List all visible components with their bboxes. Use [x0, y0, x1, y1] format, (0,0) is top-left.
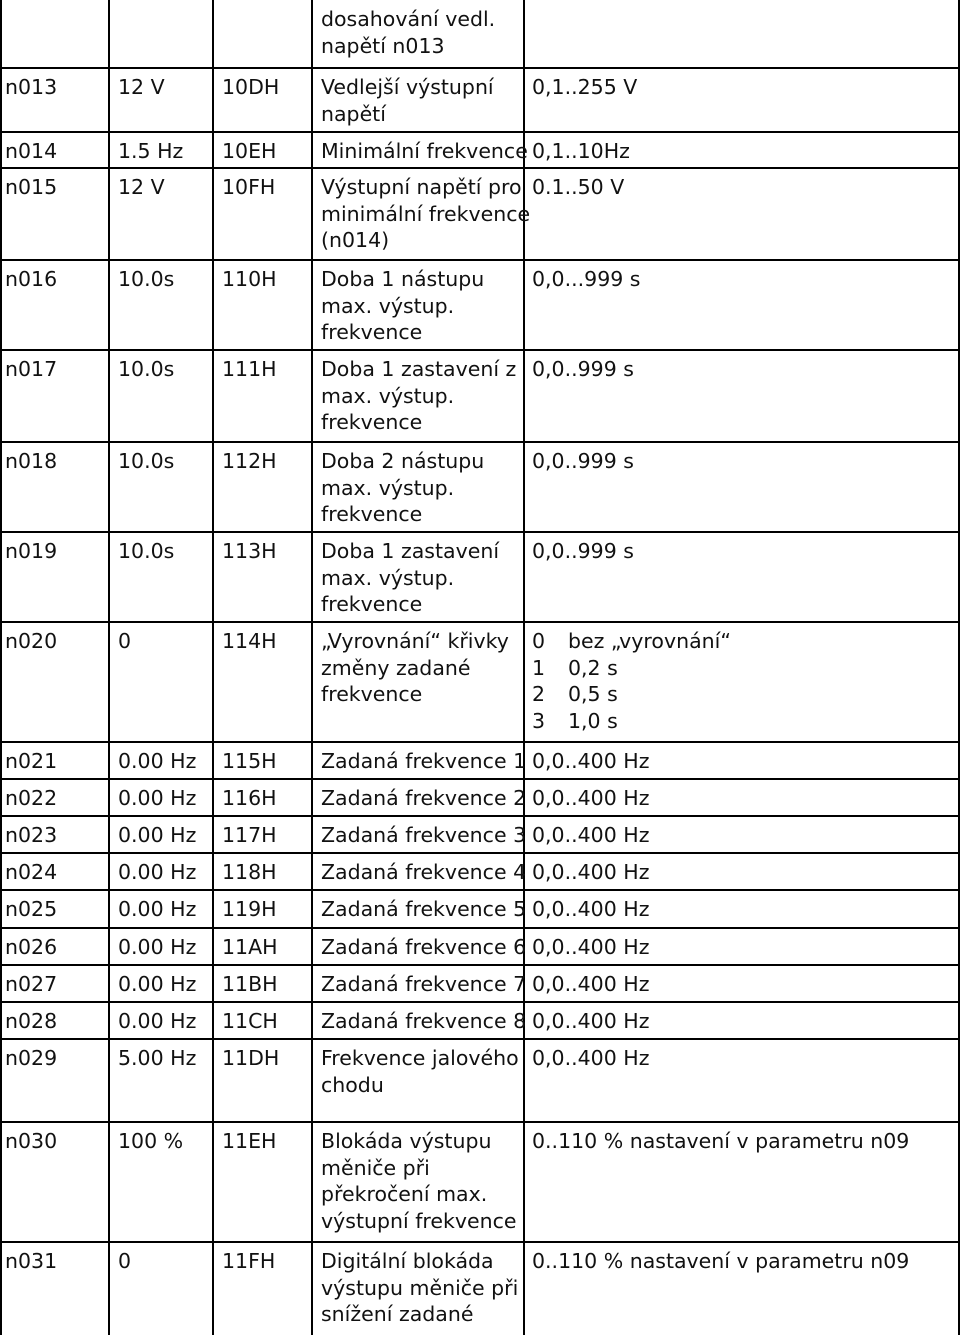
address-cell: 118H	[222, 860, 277, 884]
description-line: minimální frekvence	[321, 201, 531, 226]
description-line: frekvence	[321, 502, 423, 526]
range-cell	[532, 538, 634, 565]
description-cell	[321, 971, 526, 998]
table-row-divider	[0, 741, 960, 743]
range-line: 0,1..255 V	[532, 75, 638, 99]
range-cell	[532, 822, 649, 849]
description-line: napětí n013	[321, 33, 445, 58]
address-cell: 11DH	[222, 1046, 280, 1070]
range-line: 0,0..999 s	[532, 539, 634, 563]
param-code-cell: n025	[5, 897, 58, 921]
table-row-divider	[0, 349, 960, 351]
description-cell	[321, 138, 528, 165]
range-cell	[532, 1008, 649, 1035]
default-value-cell: 10.0s	[118, 449, 175, 473]
description-line: Zadaná frekvence 8	[321, 1009, 527, 1033]
param-code-cell: n022	[5, 786, 58, 810]
description-line: výstupní frekvence	[321, 1208, 517, 1233]
range-cell	[532, 859, 649, 886]
table-row-divider	[0, 259, 960, 261]
description-line: Vedlejší výstupní	[321, 75, 494, 99]
range-cell	[532, 896, 649, 923]
table-column-border	[212, 0, 214, 1335]
table-row-divider	[0, 889, 960, 891]
range-cell	[532, 785, 649, 812]
default-value-cell: 0.00 Hz	[118, 860, 197, 884]
default-value-cell: 0.00 Hz	[118, 786, 197, 810]
option-text: 0,5 s	[568, 682, 618, 706]
param-code-cell: n014	[5, 139, 58, 163]
description-cell	[321, 1045, 519, 1098]
description-line: Zadaná frekvence 3	[321, 823, 527, 847]
address-cell: 112H	[222, 449, 277, 473]
description-line: Digitální blokáda	[321, 1249, 494, 1273]
description-line: Minimální frekvence	[321, 139, 528, 163]
range-cell	[532, 174, 624, 201]
table-row-divider	[0, 441, 960, 443]
address-cell: 11CH	[222, 1009, 278, 1033]
range-cell	[532, 356, 634, 383]
range-line: 0,0..400 Hz	[532, 823, 650, 847]
table-row-divider	[0, 815, 960, 817]
description-cell	[321, 174, 530, 254]
description-line: Zadaná frekvence 5	[321, 897, 527, 921]
description-line: Doba 1 zastavení z	[321, 357, 517, 381]
description-line: max. výstup.	[321, 293, 455, 318]
address-cell: 10FH	[222, 175, 276, 199]
description-cell	[321, 74, 494, 127]
default-value-cell: 0.00 Hz	[118, 823, 197, 847]
param-code-cell: n013	[5, 75, 58, 99]
description-cell	[321, 822, 526, 849]
default-value-cell: 100 %	[118, 1129, 184, 1153]
range-line: 0,0..400 Hz	[532, 860, 650, 884]
option-line	[532, 628, 731, 655]
description-line: Zadaná frekvence 1	[321, 749, 527, 773]
description-line: Zadaná frekvence 6	[321, 935, 527, 959]
address-cell: 10EH	[222, 139, 277, 163]
option-number: 0	[532, 629, 546, 653]
param-code-cell: n024	[5, 860, 58, 884]
description-cell	[321, 628, 509, 708]
table-column-border	[108, 0, 110, 1335]
table-column-border	[311, 0, 313, 1335]
param-code-cell: n015	[5, 175, 58, 199]
description-line: snížení zadané	[321, 1302, 474, 1326]
description-line: výstupu měniče při	[321, 1275, 519, 1300]
address-cell: 110H	[222, 267, 277, 291]
table-row-divider	[0, 621, 960, 623]
description-line: Výstupní napětí pro	[321, 175, 522, 199]
table-row-divider	[0, 1241, 960, 1243]
description-line: Zadaná frekvence 7	[321, 972, 527, 996]
description-cell	[321, 6, 495, 59]
address-cell: 111H	[222, 357, 277, 381]
range-line: 0,0..400 Hz	[532, 1009, 650, 1033]
description-line: Frekvence jalového	[321, 1046, 519, 1070]
table-column-border	[0, 0, 2, 1335]
description-line: Doba 1 nástupu	[321, 267, 485, 291]
description-cell	[321, 1008, 526, 1035]
description-cell	[321, 538, 499, 618]
description-line: frekvence	[321, 592, 423, 616]
description-cell	[321, 448, 484, 528]
address-cell: 115H	[222, 749, 277, 773]
description-line: „Vyrovnání“ křivky	[321, 629, 509, 653]
default-value-cell: 0.00 Hz	[118, 897, 197, 921]
table-row-divider	[0, 778, 960, 780]
param-code-cell: n026	[5, 935, 58, 959]
range-line: 0,0...999 s	[532, 267, 641, 291]
description-line: chodu	[321, 1072, 384, 1097]
range-line: 0..110 % nastavení v parametru n09	[532, 1129, 910, 1153]
range-line: 0..110 % nastavení v parametru n09	[532, 1249, 910, 1273]
description-line: měniče při	[321, 1155, 430, 1180]
param-code-cell: n021	[5, 749, 58, 773]
default-value-cell: 0.00 Hz	[118, 749, 197, 773]
range-cell	[532, 1248, 909, 1275]
description-line: max. výstup.	[321, 475, 455, 500]
range-line: 0,0..400 Hz	[532, 897, 650, 921]
description-line: max. výstup.	[321, 565, 455, 590]
default-value-cell: 10.0s	[118, 267, 175, 291]
description-line: frekvence	[321, 682, 423, 706]
option-text: bez „vyrovnání“	[568, 629, 731, 653]
range-cell	[532, 934, 649, 961]
default-value-cell: 0	[118, 629, 132, 653]
param-code-cell: n031	[5, 1249, 58, 1273]
table-row-divider	[0, 1001, 960, 1003]
description-line: napětí	[321, 101, 386, 126]
range-line: 0.1..50 V	[532, 175, 625, 199]
address-cell: 114H	[222, 629, 277, 653]
description-line: Blokáda výstupu	[321, 1129, 492, 1153]
table-row-divider	[0, 167, 960, 169]
description-line: Zadaná frekvence 4	[321, 860, 527, 884]
description-line: Doba 1 zastavení	[321, 539, 500, 563]
description-cell	[321, 356, 516, 436]
param-code-cell: n018	[5, 449, 58, 473]
range-line: 0,0..999 s	[532, 449, 634, 473]
address-cell: 10DH	[222, 75, 280, 99]
range-cell	[532, 138, 630, 165]
description-line: frekvence	[321, 410, 423, 434]
description-line: překročení max.	[321, 1182, 488, 1206]
table-row-divider	[0, 1038, 960, 1040]
table-row-divider	[0, 927, 960, 929]
option-line	[532, 655, 731, 682]
table-row-divider	[0, 964, 960, 966]
description-cell	[321, 1128, 517, 1234]
range-cell	[532, 628, 731, 734]
default-value-cell: 0.00 Hz	[118, 935, 197, 959]
range-cell	[532, 1045, 649, 1072]
description-line: (n014)	[321, 228, 390, 252]
default-value-cell: 12 V	[118, 175, 165, 199]
param-code-cell: n028	[5, 1009, 58, 1033]
range-line: 0,0..999 s	[532, 357, 634, 381]
address-cell: 117H	[222, 823, 277, 847]
range-line: 0,0..400 Hz	[532, 935, 650, 959]
range-line: 0,0..400 Hz	[532, 786, 650, 810]
description-cell	[321, 266, 484, 346]
param-code-cell: n030	[5, 1129, 58, 1153]
address-cell: 11EH	[222, 1129, 277, 1153]
range-line: 0,0..400 Hz	[532, 972, 650, 996]
default-value-cell: 1.5 Hz	[118, 139, 184, 163]
description-cell	[321, 748, 526, 775]
range-cell	[532, 1128, 909, 1155]
range-line: 0,0..400 Hz	[532, 749, 650, 773]
description-cell	[321, 896, 526, 923]
table-row-divider	[0, 67, 960, 69]
param-code-cell: n017	[5, 357, 58, 381]
option-text: 0,2 s	[568, 655, 618, 680]
table-row-divider	[0, 1121, 960, 1123]
range-cell	[532, 448, 634, 475]
param-code-cell: n016	[5, 267, 58, 291]
address-cell: 116H	[222, 786, 277, 810]
default-value-cell: 10.0s	[118, 357, 175, 381]
address-cell: 11FH	[222, 1249, 276, 1273]
description-cell	[321, 785, 526, 812]
description-line: max. výstup.	[321, 383, 455, 408]
address-cell: 113H	[222, 539, 277, 563]
param-code-cell: n027	[5, 972, 58, 996]
description-line: změny zadané	[321, 655, 471, 680]
description-line: frekvence	[321, 320, 423, 344]
option-line	[532, 708, 731, 735]
description-cell	[321, 859, 526, 886]
param-code-cell: n020	[5, 629, 58, 653]
address-cell: 11AH	[222, 935, 278, 959]
default-value-cell: 0.00 Hz	[118, 972, 197, 996]
option-number: 1	[532, 655, 546, 680]
param-code-cell: n023	[5, 823, 58, 847]
option-number: 3	[532, 708, 546, 733]
option-line	[532, 681, 731, 708]
param-code-cell: n019	[5, 539, 58, 563]
range-cell	[532, 266, 640, 293]
range-line: 0,0..400 Hz	[532, 1046, 650, 1070]
option-text: 1,0 s	[568, 708, 618, 733]
range-cell	[532, 971, 649, 998]
description-cell	[321, 934, 526, 961]
option-number: 2	[532, 682, 546, 706]
table-row-divider	[0, 852, 960, 854]
description-line: Zadaná frekvence 2	[321, 786, 527, 810]
description-line: Doba 2 nástupu	[321, 449, 485, 473]
default-value-cell: 10.0s	[118, 539, 175, 563]
param-code-cell: n029	[5, 1046, 58, 1070]
default-value-cell: 12 V	[118, 75, 165, 99]
description-line: dosahování vedl.	[321, 7, 496, 31]
default-value-cell: 5.00 Hz	[118, 1046, 197, 1070]
table-row-divider	[0, 531, 960, 533]
default-value-cell: 0	[118, 1249, 132, 1273]
address-cell: 11BH	[222, 972, 278, 996]
range-line: 0,1..10Hz	[532, 139, 630, 163]
table-row-divider	[0, 131, 960, 133]
default-value-cell: 0.00 Hz	[118, 1009, 197, 1033]
address-cell: 119H	[222, 897, 277, 921]
description-cell	[321, 1248, 518, 1328]
range-cell	[532, 74, 637, 101]
range-cell	[532, 748, 649, 775]
